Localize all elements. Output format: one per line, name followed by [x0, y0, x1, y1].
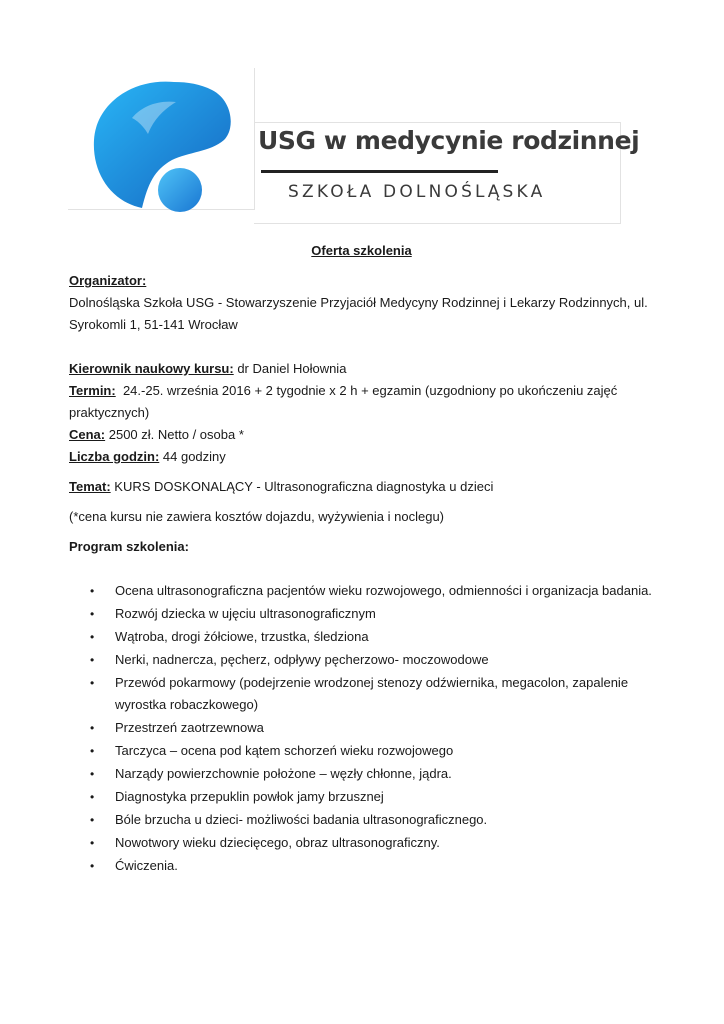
term-value: 24.-25. września 2016 + 2 tygodnie x 2 h + egzamin (uzgodniony po ukończeniu zajęć praktycznych) — [69, 383, 621, 420]
hours-line — [69, 446, 669, 468]
list-item: • Ćwiczenia. — [69, 855, 669, 877]
list-item: • Ocena ultrasonograficzna pacjentów wieku rozwojowego, odmienności i organizacja badania. — [69, 580, 669, 602]
bullet-icon: • — [90, 767, 95, 781]
bullet-icon: • — [90, 813, 95, 827]
hours-value: 44 godziny — [159, 449, 226, 464]
bullet-icon: • — [90, 676, 95, 690]
program-title: Program szkolenia: — [69, 539, 189, 554]
bullet-icon: • — [90, 859, 95, 873]
program-list — [69, 580, 669, 877]
bullet-icon: • — [90, 653, 95, 667]
topic-label: Temat: — [69, 479, 111, 494]
term-line — [69, 380, 669, 424]
term-label: Termin: — [69, 383, 116, 398]
document-body — [69, 240, 669, 878]
bullet-icon: • — [90, 721, 95, 735]
logo-title: USG w medycynie rodzinnej — [258, 126, 640, 155]
director-label: Kierownik naukowy kursu: — [69, 361, 234, 376]
bullet-icon: • — [90, 607, 95, 621]
organizer-label: Organizator: — [69, 273, 147, 288]
price-line — [69, 424, 669, 446]
price-label: Cena: — [69, 427, 106, 442]
organizer-section — [69, 270, 669, 336]
page-title: Oferta szkolenia — [311, 243, 412, 258]
list-item: • Narządy powierzchownie położone – węzły chłonne, jądra. — [69, 763, 669, 785]
bullet-icon: • — [90, 584, 95, 598]
logo-divider — [261, 170, 498, 173]
topic-line — [69, 476, 669, 498]
price-value: 2500 zł. Netto / osoba * — [105, 427, 244, 442]
list-item: • Tarczyca – ocena pod kątem schorzeń wieku rozwojowego — [69, 740, 669, 762]
bullet-icon: • — [90, 630, 95, 644]
list-item: • Rozwój dziecka w ujęciu ultrasonograficznym — [69, 603, 669, 625]
list-item: • Diagnostyka przepuklin powłok jamy brzusznej — [69, 786, 669, 808]
organizer-text: Dolnośląska Szkoła USG - Stowarzyszenie Przyjaciół Medycyny Rodzinnej i Lekarzy Rodzinnych, ul. Syrokomli 1, 51-141 Wrocław — [69, 295, 648, 332]
price-note: (*cena kursu nie zawiera kosztów dojazdu, wyżywienia i noclegu) — [69, 509, 445, 524]
usg-logo-mark-icon — [92, 78, 262, 218]
logo-subtitle: SZKOŁA DOLNOŚLĄSKA — [288, 182, 546, 202]
hours-label: Liczba godzin: — [69, 449, 160, 464]
bullet-icon: • — [90, 744, 95, 758]
list-item: • Przewód pokarmowy (podejrzenie wrodzonej stenozy odźwiernika, megacolon, zapalenie wyrostka robaczkowego) — [69, 672, 669, 716]
bullet-icon: • — [90, 836, 95, 850]
list-item: • Nerki, nadnercza, pęcherz, odpływy pęcherzowo- moczowodowe — [69, 649, 669, 671]
director-line — [69, 358, 669, 380]
list-item: • Wątroba, drogi żółciowe, trzustka, śledziona — [69, 626, 669, 648]
topic-value: KURS DOSKONALĄCY - Ultrasonograficzna diagnostyka u dzieci — [110, 479, 494, 494]
bullet-icon: • — [90, 790, 95, 804]
list-item: • Bóle brzucha u dzieci- możliwości badania ultrasonograficznego. — [69, 809, 669, 831]
director-value: dr Daniel Hołownia — [233, 361, 347, 376]
logo-banner — [68, 68, 640, 224]
list-item: • Przestrzeń zaotrzewnowa — [69, 717, 669, 739]
list-item: • Nowotwory wieku dziecięcego, obraz ultrasonograficzny. — [69, 832, 669, 854]
